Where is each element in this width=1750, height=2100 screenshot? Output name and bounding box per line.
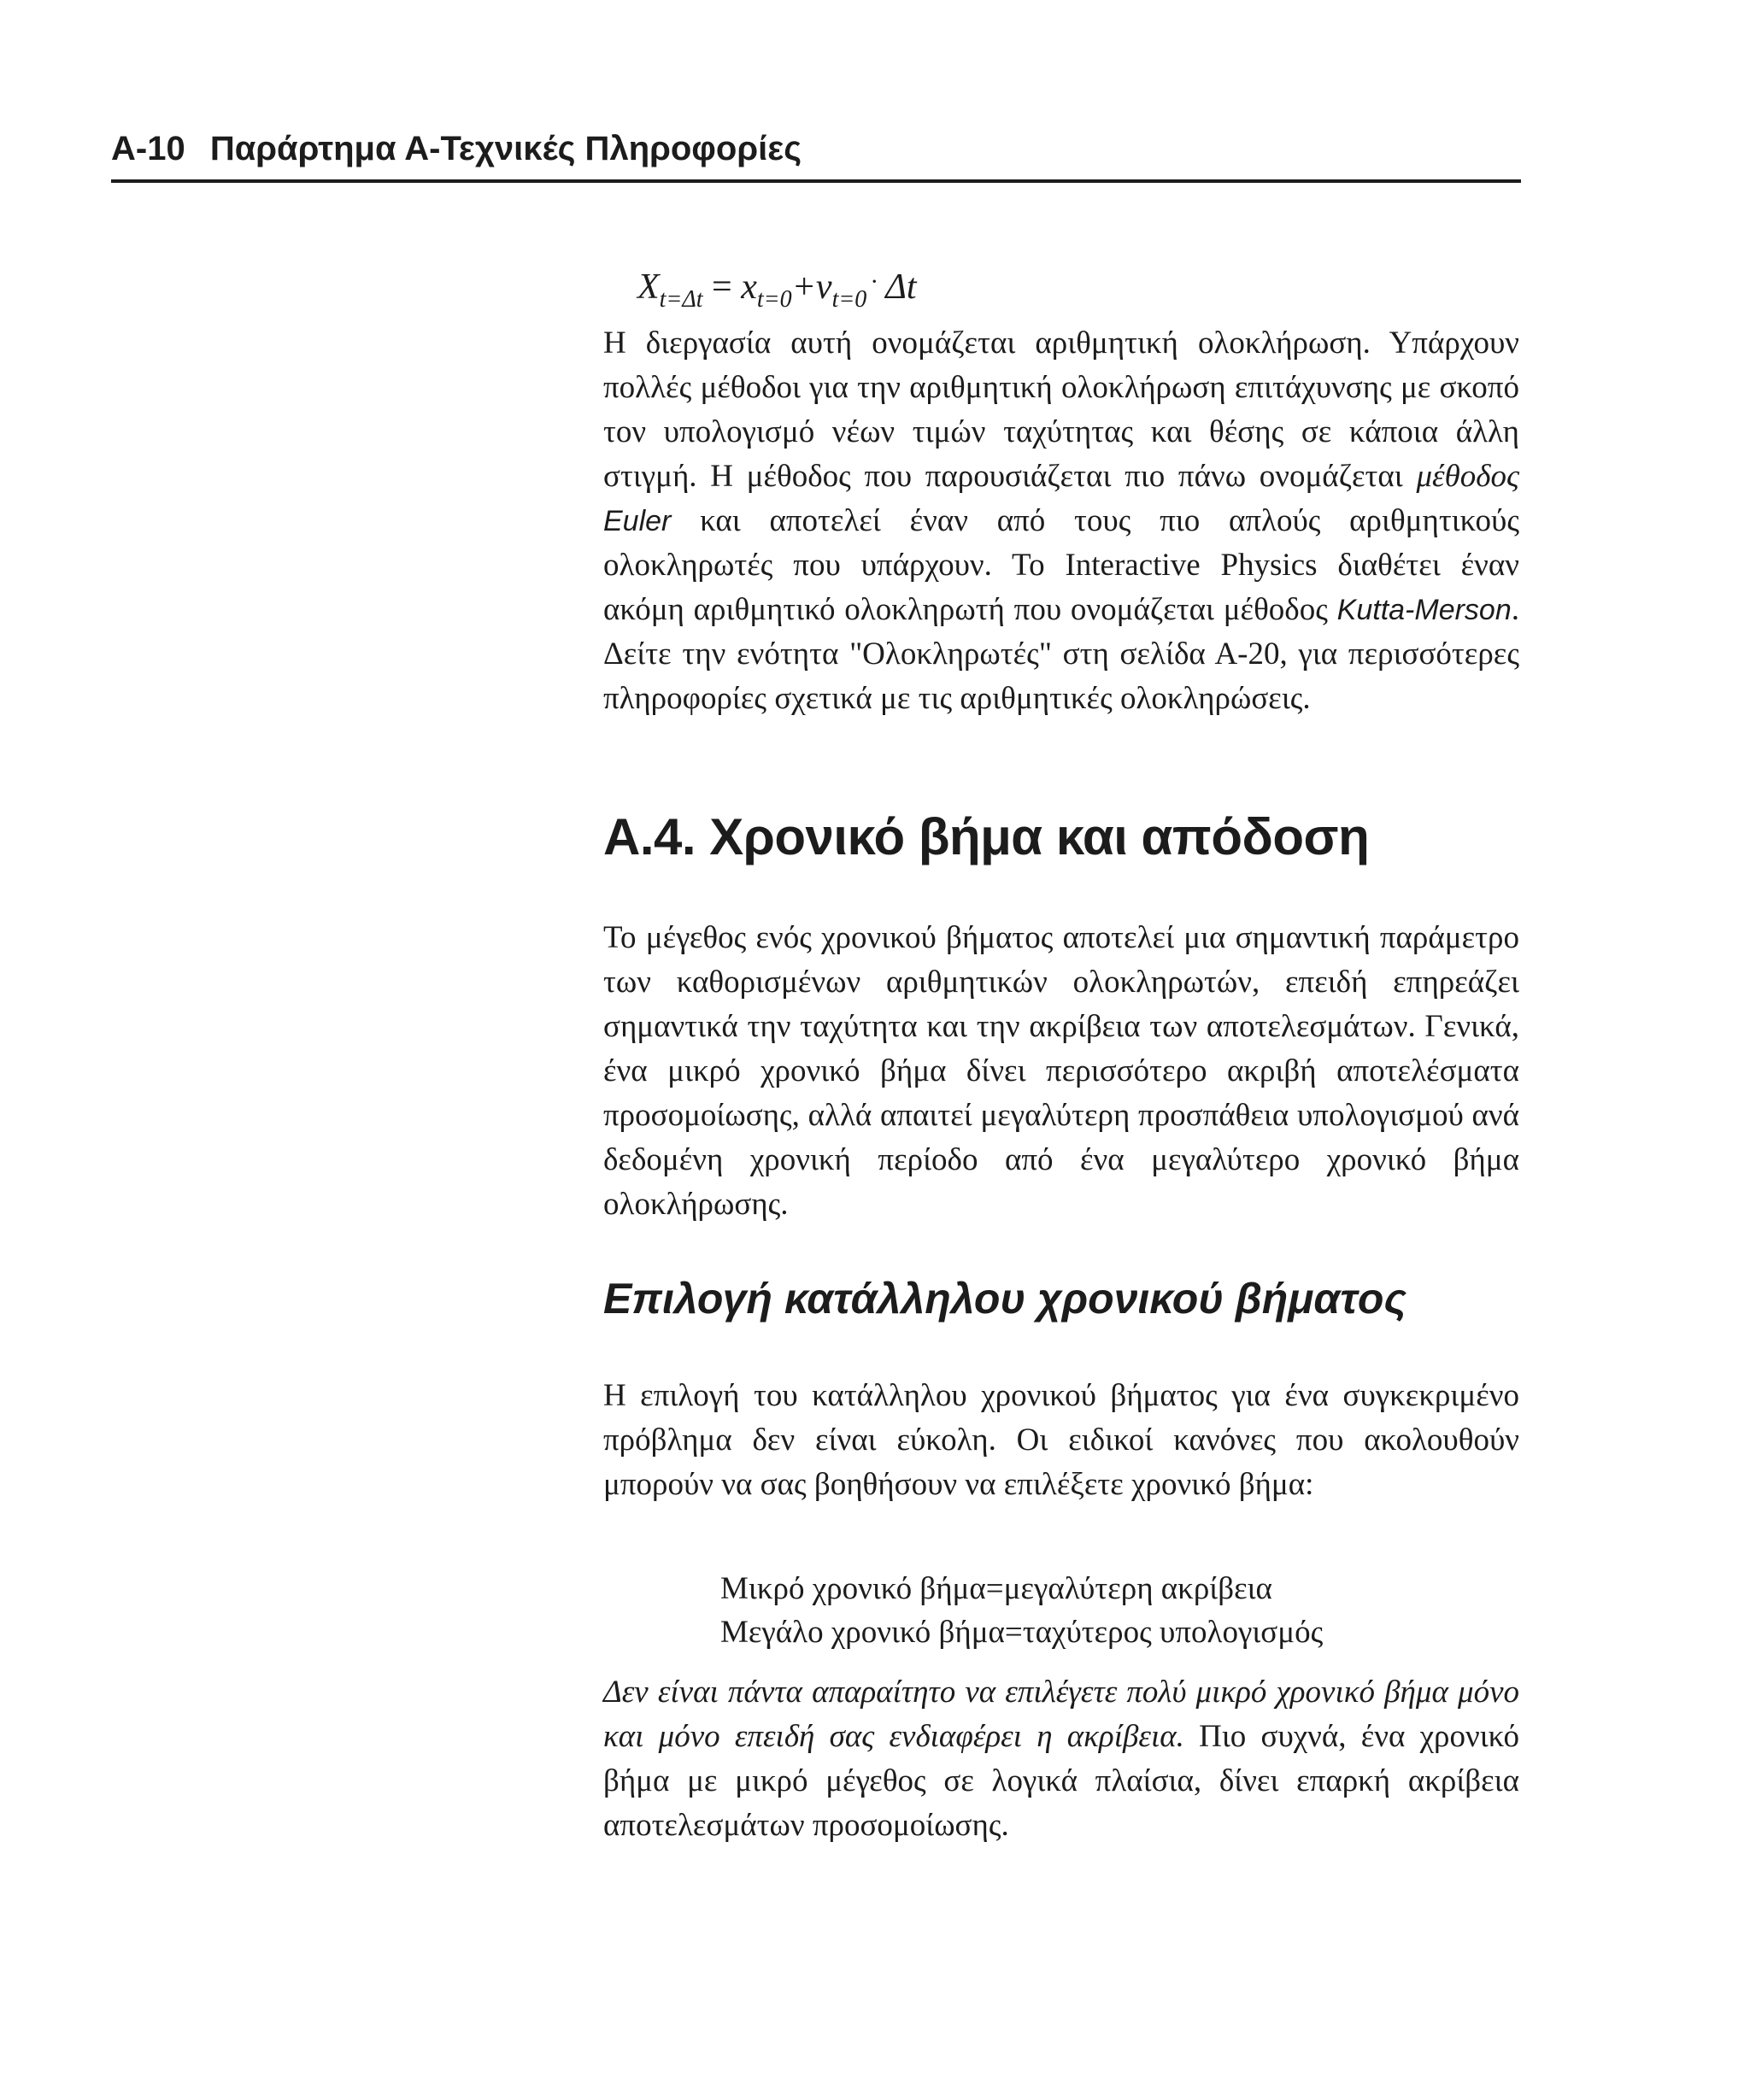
paragraph-numerical-integration bbox=[603, 321, 1519, 721]
formula-x0: x bbox=[741, 267, 757, 307]
body-paragraph: Το μέγεθος ενός χρονικού βήματος αποτελεί μια σημαντική παράμετρο των καθορισμένων αριθμητικών ολοκληρωτών, επειδή επηρεάζει σημαντικά την ταχύτητα και την ακρίβεια των αποτελεσμάτων. Γενικά, ένα μικρό χρονικό βήμα δίνει περισσότερο ακριβή αποτελέσματα προσομοίωσης, αλλά απαιτεί μεγαλύτερη προσπάθεια υπολογισμού ανά δεδομένη χρονική περίοδο από ένα μεγαλύτερο χρονικό βήμα ολοκλήρωσης. bbox=[603, 920, 1519, 1222]
euler-formula bbox=[637, 256, 917, 326]
formula-x-lhs: X bbox=[637, 267, 660, 307]
formula-dot: · bbox=[870, 267, 879, 296]
formula-x-lhs-sub: t=Δt bbox=[659, 286, 703, 313]
header-divider bbox=[111, 179, 1521, 183]
paragraph1-euler: Euler bbox=[603, 505, 672, 537]
formula-x0-sub: t=0 bbox=[756, 286, 792, 313]
formula-v0-sub: t=0 bbox=[831, 286, 867, 313]
chapter-title: Παράρτημα Α-Τεχνικές Πληροφορίες bbox=[209, 130, 802, 167]
paragraph1-method-word: μέθοδος bbox=[1416, 459, 1519, 494]
formula-dt: Δt bbox=[885, 267, 917, 307]
formula-equals: = bbox=[702, 267, 742, 307]
paragraph-choosing-step bbox=[603, 1374, 1519, 1507]
final-italic-text: Δεν είναι πάντα απαραίτητο να επιλέγετε πολύ μικρό χρονικό βήμα μόνο και μόνο επειδή σας ενδιαφέρει η ακρίβεια. bbox=[603, 1675, 1519, 1754]
body-paragraph: Η επιλογή του κατάλληλου χρονικού βήματος για ένα συγκεκριμένο πρόβλημα δεν είναι εύκολη. Οι ειδικοί κανόνες που ακολουθούν μπορούν να σας βοηθήσουν να επιλέξετε χρονικό βήμα: bbox=[603, 1378, 1519, 1502]
section-heading: Α.4. Χρονικό βήμα και απόδοση bbox=[603, 808, 1370, 865]
paragraph1-text-b: και αποτελεί έναν από τους πιο απλούς αριθμητικούς ολοκληρωτές που υπάρχουν. Το Interactive Physics διαθέτει έναν ακόμη αριθμητικό ολοκληρωτή που ονομάζεται μέθοδος bbox=[603, 503, 1519, 627]
body-paragraph bbox=[603, 1670, 1519, 1848]
formula-v0: v bbox=[815, 267, 832, 307]
paragraph-time-step bbox=[603, 916, 1519, 1227]
paragraph1-kutta-merson: Kutta-Merson bbox=[1336, 594, 1512, 626]
running-header bbox=[111, 126, 1521, 171]
body-paragraph bbox=[603, 321, 1519, 721]
paragraph1-text-a: Η διεργασία αυτή ονομάζεται αριθμητική ολοκλήρωση. Υπάρχουν πολλές μέθοδοι για την αριθμητική ολοκλήρωση επιτάχυνσης με σκοπό τον υπολογισμό νέων τιμών ταχύτητας και θέσης σε κάποια άλλη στιγμή. Η μέθοδος που παρουσιάζεται πιο πάνω ονομάζεται bbox=[603, 326, 1519, 494]
paragraph-accuracy-note bbox=[603, 1670, 1519, 1848]
paragraph1-text-c: . Δείτε την ενότητα "Ολοκληρωτές" στη σελίδα Α-20, για περισσότερες πληροφορίες σχετικά με τις αριθμητικές ολοκληρώσεις. bbox=[603, 592, 1519, 716]
rule-small-step: Μικρό χρονικό βήμα=μεγαλύτερη ακρίβεια bbox=[720, 1571, 1272, 1606]
final-rest-text: Πιο συχνά, ένα χρονικό βήμα με μικρό μέγεθος σε λογικά πλαίσια, δίνει επαρκή ακρίβεια αποτελεσμάτων προσομοίωσης. bbox=[603, 1719, 1519, 1843]
rule-large-step: Μεγάλο χρονικό βήμα=ταχύτερος υπολογισμός bbox=[720, 1615, 1324, 1650]
page-number: A-10 bbox=[111, 130, 185, 167]
subsection-heading: Επιλογή κατάλληλου χρονικού βήματος bbox=[603, 1275, 1407, 1323]
formula-plus: + bbox=[791, 267, 816, 307]
